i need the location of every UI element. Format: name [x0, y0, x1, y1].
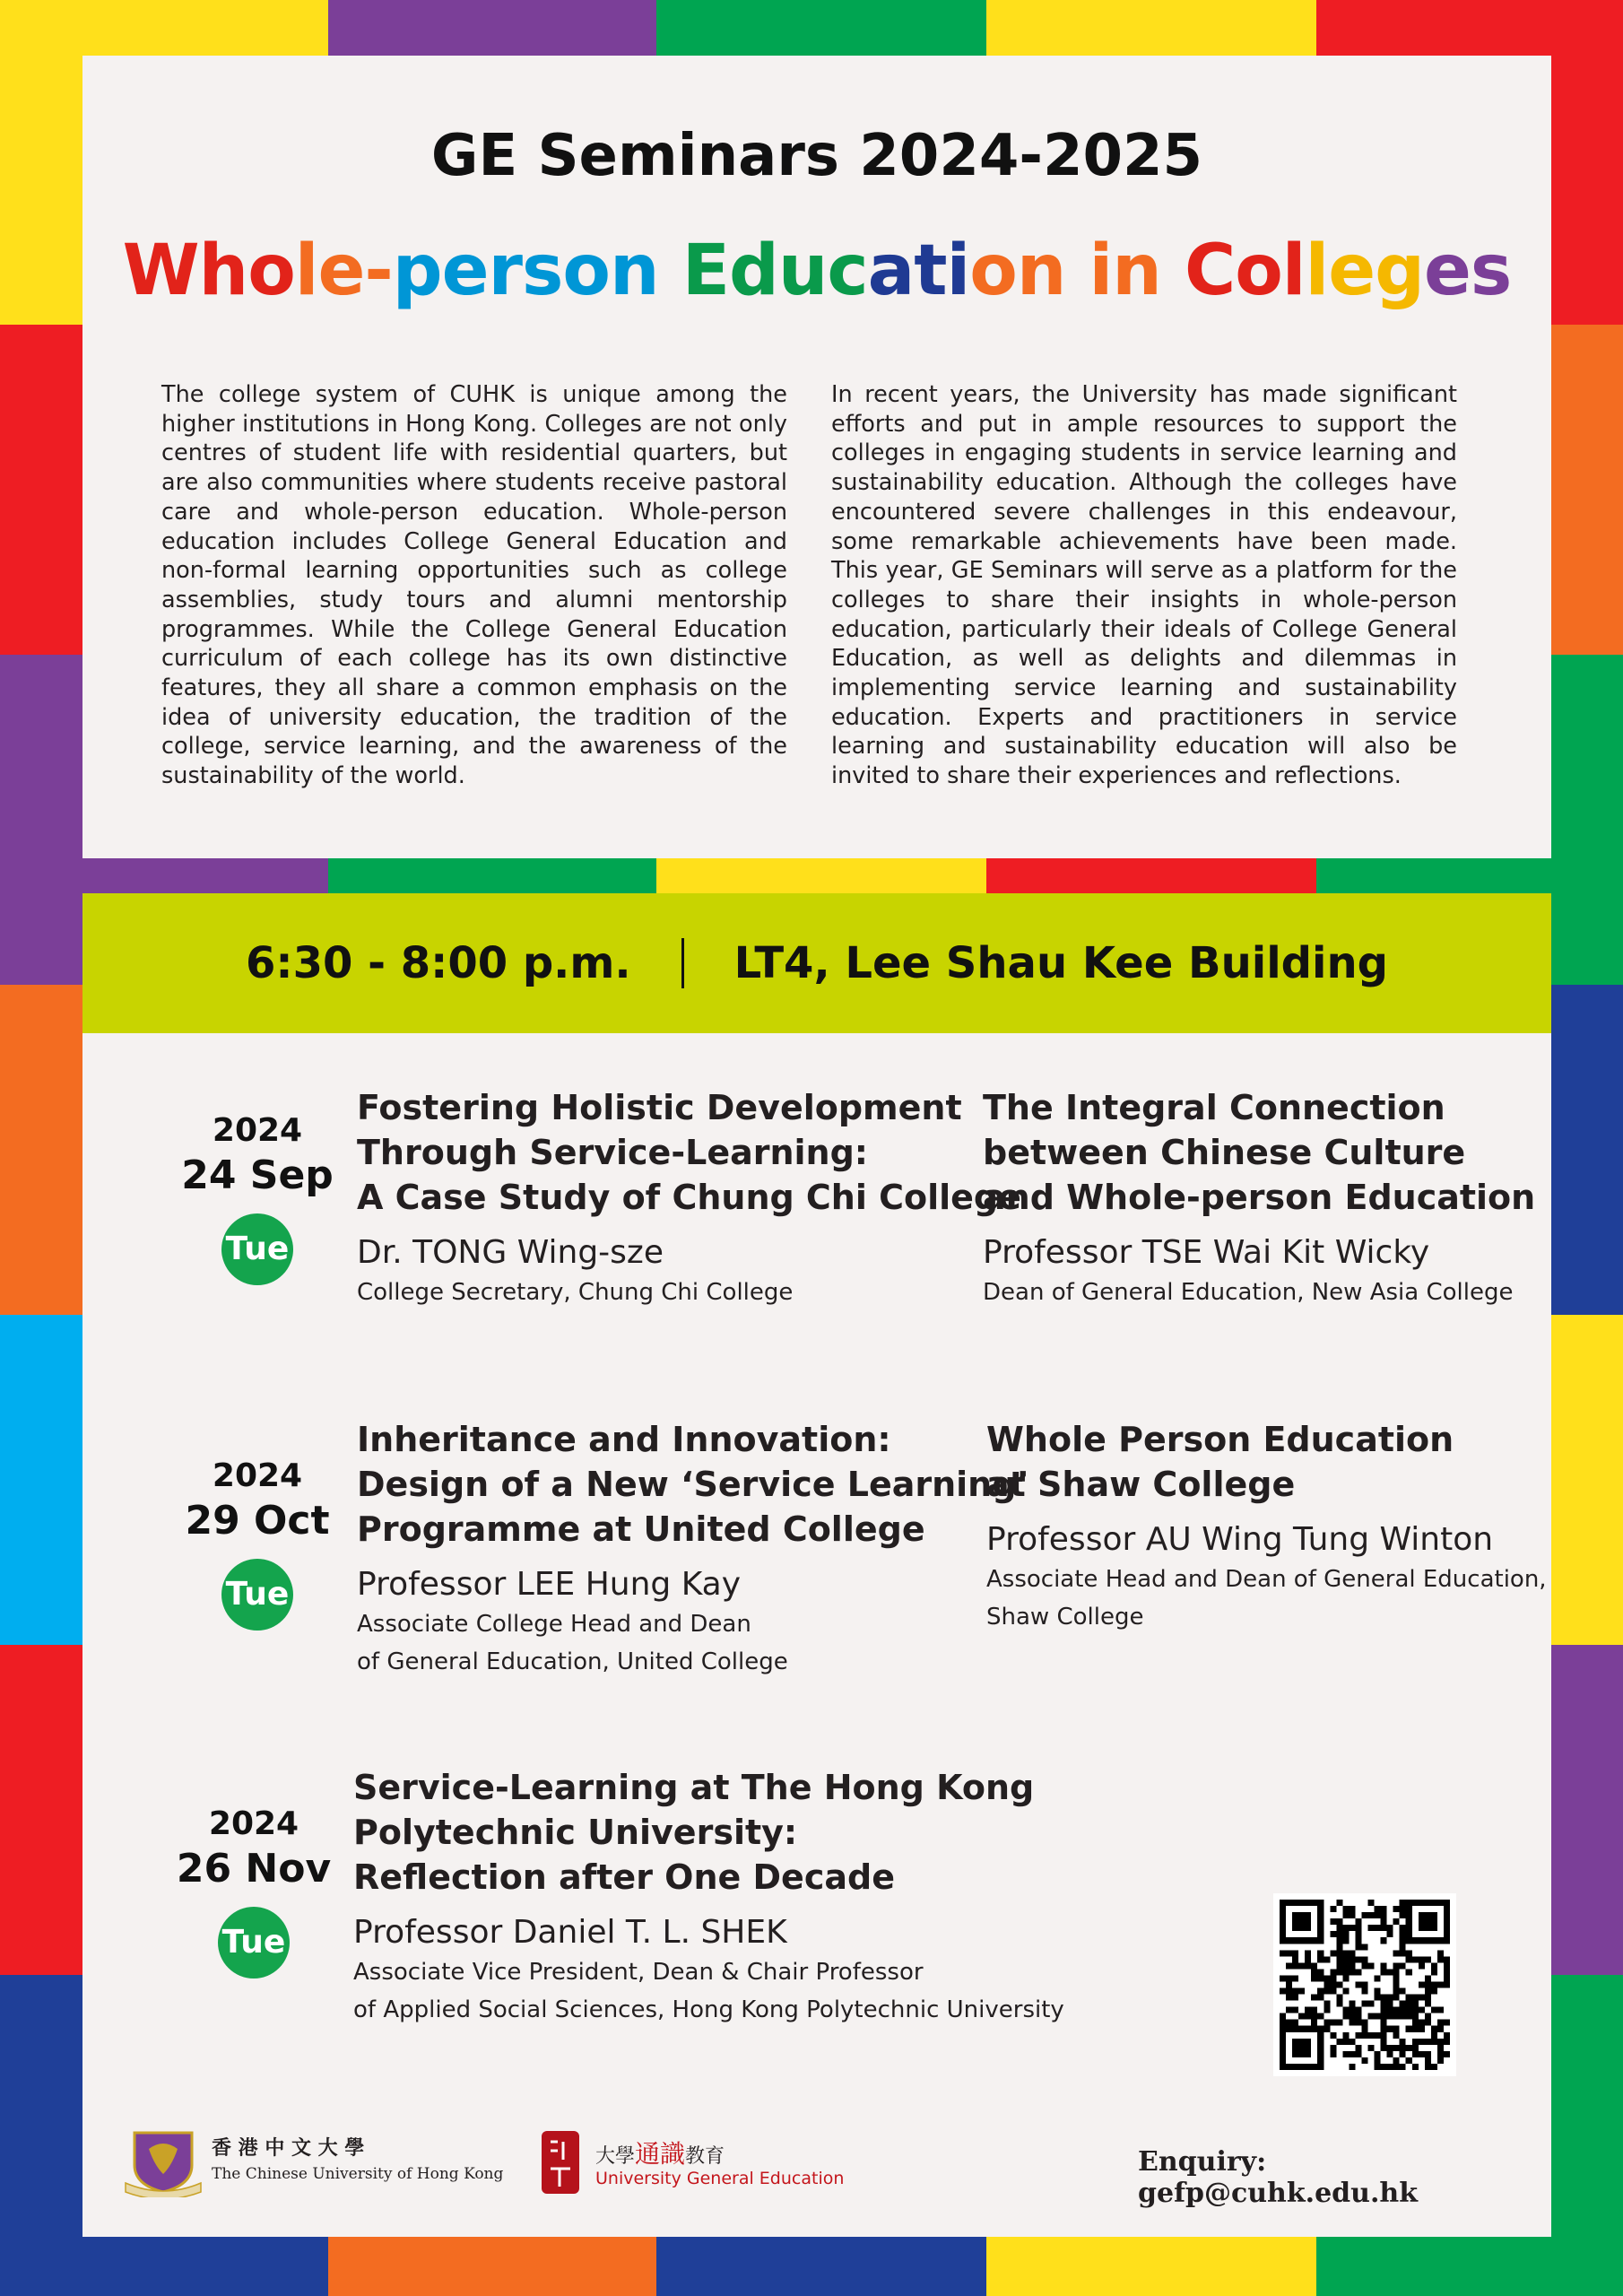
venue-label: LT4, Lee Shau Kee Building	[733, 938, 1388, 988]
subtitle-segment: Educ	[681, 230, 868, 311]
subtitle-segment: es	[1424, 230, 1512, 311]
talk-3	[357, 1417, 1029, 1681]
intro-paragraph-right: In recent years, the University has made significant efforts and put in ample resources to support the colleges in engaging students in service learning and sustainability education. Although the colleges have encountered severe challenges in this endeavour, some remarkable achievements have been made. This year, GE Seminars will serve as a platform for the colleges to share their insights in whole-person education, particularly their ideals of College General Education, as well as delights and dilemmas in implementing service learning and sustainability education. Experts and practitioners in service learning and sustainability education will also be invited to share their experiences and reflections.	[831, 381, 1457, 790]
time-label: 6:30 - 8:00 p.m.	[245, 938, 631, 988]
uge-chinese-part: 教育	[685, 2145, 725, 2168]
talk-title: Whole Person Education at Shaw College	[986, 1420, 1454, 1504]
time-venue-band	[82, 893, 1551, 1033]
uge-chinese-name	[595, 2135, 725, 2170]
talk-speaker: Professor AU Wing Tung Winton	[986, 1521, 1494, 1558]
talk-title: The Integral Connection between Chinese Culture and Whole-person Education	[983, 1088, 1536, 1217]
subtitle-segment: ati	[867, 230, 970, 311]
divider	[681, 938, 684, 988]
session-year: 2024	[212, 1457, 303, 1494]
talk-speaker-role: Associate Head and Dean of General Education, Shaw College	[986, 1566, 1547, 1631]
subtitle-segment: on in	[969, 230, 1185, 311]
talk-5	[353, 1765, 1064, 2029]
uge-english-name: University General Education	[595, 2169, 845, 2188]
talk-4	[986, 1417, 1547, 1636]
uge-seal-icon	[540, 2129, 581, 2196]
cuhk-crest-icon	[122, 2129, 204, 2197]
page-subtitle	[82, 230, 1551, 311]
enquiry-contact[interactable]: Enquiry: gefp@cuhk.edu.hk	[1138, 2146, 1418, 2209]
intro-paragraph-left: The college system of CUHK is unique among the higher institutions in Hong Kong. Colleges are not only centres of student life with residential quarters, but are also communities where students receive pastoral care and whole-person education. Whole-person education includes College General Education and non-formal learning opportunities such as college assemblies, study tours and alumni mentorship programmes. While the College General Education curriculum of each college has its own distinctive features, they all share a common emphasis on the idea of university education, the tradition of the college, service learning, and the awareness of the sustainability of the world.	[161, 381, 787, 790]
intro-panel	[82, 56, 1551, 858]
session-day-month: 26 Nov	[176, 1846, 332, 1892]
talk-speaker-role: Dean of General Education, New Asia College	[983, 1279, 1514, 1306]
cuhk-chinese-name: 香 港 中 文 大 學	[212, 2136, 365, 2160]
subtitle-segment: person	[392, 230, 682, 311]
subtitle-segment: le-	[294, 230, 393, 311]
session-day-month: 24 Sep	[181, 1152, 334, 1198]
talk-speaker: Dr. TONG Wing-sze	[357, 1234, 664, 1271]
session-day-month: 29 Oct	[185, 1498, 330, 1544]
talk-title: Service-Learning at The Hong Kong Polytechnic University: Reflection after One Decade	[353, 1768, 1035, 1897]
weekday-badge: Tue	[221, 1559, 293, 1631]
cuhk-english-name: The Chinese University of Hong Kong	[212, 2165, 504, 2183]
talk-title: Inheritance and Innovation: Design of a New ‘Service Learning’ Programme at United College	[357, 1420, 1029, 1549]
talk-speaker: Professor TSE Wai Kit Wicky	[983, 1234, 1430, 1271]
talk-speaker: Professor LEE Hung Kay	[357, 1566, 742, 1603]
uge-chinese-highlight: 通識	[635, 2139, 686, 2169]
schedule-panel	[82, 893, 1551, 2237]
uge-chinese-part: 大學	[595, 2145, 636, 2168]
talk-speaker: Professor Daniel T. L. SHEK	[353, 1914, 787, 1951]
talk-speaker-role: College Secretary, Chung Chi College	[357, 1279, 794, 1306]
session-date-1	[172, 1111, 343, 1285]
subtitle-segment: Col	[1184, 230, 1306, 311]
talk-speaker-role: Associate College Head and Dean of General Education, United College	[357, 1611, 788, 1675]
talk-2	[983, 1085, 1535, 1311]
subtitle-segment: Who	[122, 230, 295, 311]
session-date-3	[169, 1805, 339, 1979]
page-title: GE Seminars 2024-2025	[430, 123, 1203, 189]
weekday-badge: Tue	[218, 1907, 290, 1979]
talk-1	[357, 1085, 1021, 1311]
session-year: 2024	[208, 1805, 299, 1842]
session-date-2	[172, 1457, 343, 1631]
subtitle-segment: leg	[1305, 230, 1425, 311]
talk-speaker-role: Associate Vice President, Dean & Chair Professor of Applied Social Sciences, Hong Kong Polytechnic University	[353, 1959, 1064, 2023]
talk-title: Fostering Holistic Development Through Service-Learning: A Case Study of Chung Chi College	[357, 1088, 1021, 1217]
session-year: 2024	[212, 1112, 303, 1149]
weekday-badge: Tue	[221, 1213, 293, 1285]
qr-code[interactable]	[1273, 1893, 1456, 2076]
